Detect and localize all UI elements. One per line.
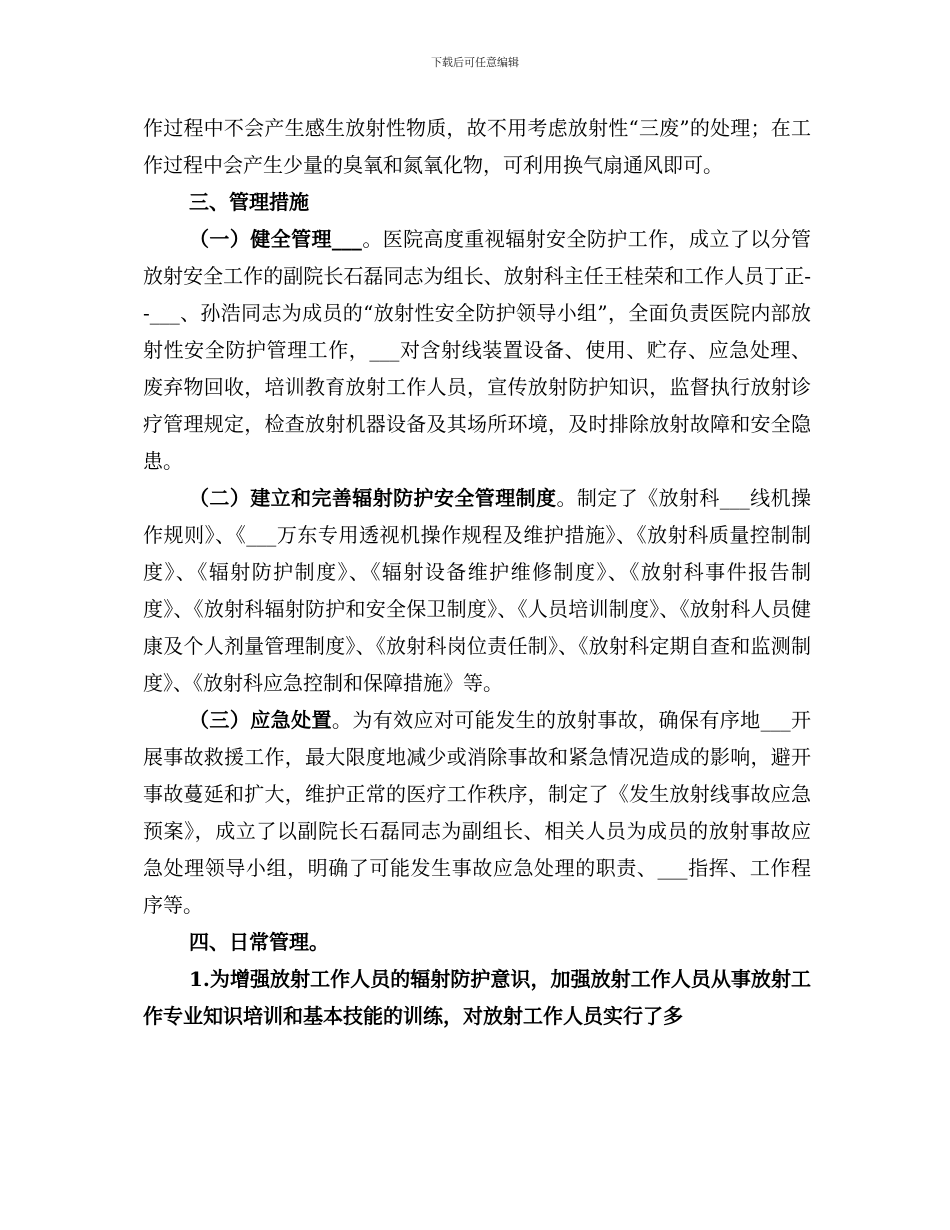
- section-heading-3: 三、管理措施: [189, 190, 309, 214]
- section-2-paragraph: [143, 480, 811, 702]
- section-2-body: 。制定了《放射科___线机操作规则》、《___万东专用透视机操作规程及维护措施》、《放射科质量控制制度》、《辐射防护制度》、《辐射设备维护维修制度》、《放射科事件报告制度》、《放射科辐射防护和安全保卫制度》、《人员培训制度》、《放射科人员健康及个人剂量管理制度》、《放射科岗位责任制》、《放射科定期自查和监测制度》、《放射科应急控制和保障措施》等。: [143, 486, 812, 695]
- section-3-body: 。为有效应对可能发生的放射事故，确保有序地___开展事故救援工作，最大限度地减少或消除事故和紧急情况造成的影响，避开事故蔓延和扩大，维护正常的医疗工作秩序，制定了《发生放射线事故应急预案》，成立了以副院长石磊同志为副组长、相关人员为成员的放射事故应急处理领导小组，明确了可能发生事故应急处理的职责、___指挥、工作程序等。: [143, 708, 812, 917]
- document-body: [143, 110, 811, 1035]
- section-2-heading: （二）建立和完善辐射防护安全管理制度: [189, 486, 557, 510]
- intro-paragraph: 作过程中不会产生感生放射性物质，故不用考虑放射性“三废”的处理；在工作过程中会产生少量的臭氧和氮氧化物，可利用换气扇通风即可。: [143, 116, 811, 177]
- item-1-paragraph: 1.为增强放射工作人员的辐射防护意识，加强放射工作人员从事放射工作专业知识培训和基本技能的训练，对放射工作人员实行了多: [143, 967, 811, 1028]
- section-3-paragraph: [143, 702, 811, 924]
- section-1-paragraph: [143, 221, 811, 480]
- section-1-body: 。医院高度重视辐射安全防护工作，成立了以分管放射安全工作的副院长石磊同志为组长、放射科主任王桂荣和工作人员丁正--___、孙浩同志为成员的“放射性安全防护领导小组”，全面负责医院内部放射性安全防护管理工作，___对含射线装置设备、使用、贮存、应急处理、废弃物回收，培训教育放射工作人员，宣传放射防护知识，监督执行放射诊疗管理规定，检查放射机器设备及其场所环境，及时排除放射故障和安全隐患。: [143, 227, 812, 473]
- section-heading-4: 四、日常管理。: [189, 930, 329, 954]
- section-1-heading: （一）健全管理___: [189, 227, 362, 251]
- section-3-heading: （三）应急处置: [189, 708, 332, 732]
- page-header-note: 下载后可任意编辑: [431, 56, 519, 69]
